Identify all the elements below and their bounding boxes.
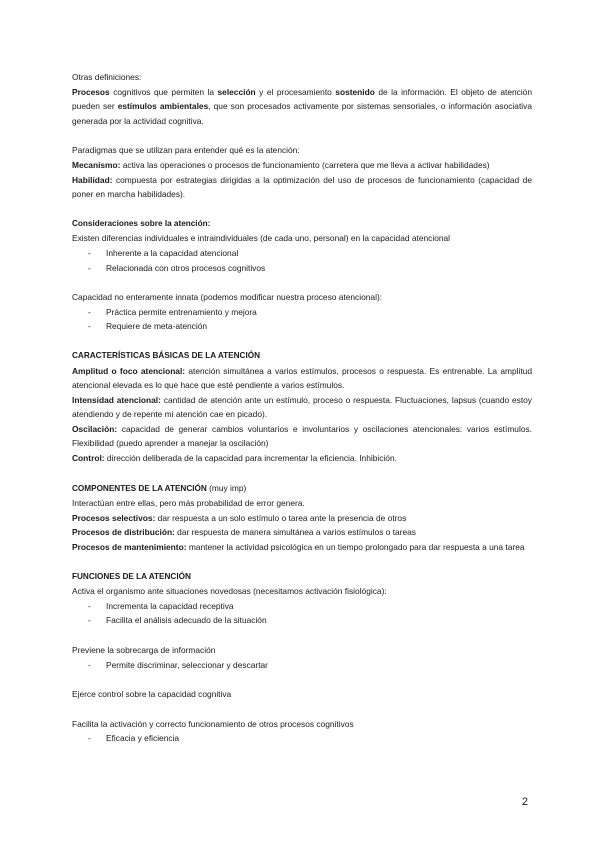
term-amplitud: Amplitud o foco atencional: <box>72 365 186 376</box>
term-procesos: Procesos <box>72 86 110 97</box>
intensidad-text: cantidad de atención ante un estímulo, proceso o respuesta. Fluctuaciones, lapsus (cuando estoy atendiendo y de repente mi atención cae en picado). <box>72 394 532 420</box>
consideraciones-list <box>72 246 532 275</box>
funcion-4: Facilita la activación y correcto funcionamiento de otros procesos cognitivos <box>72 718 354 729</box>
def-text-2: y el procesamiento <box>255 86 336 97</box>
mecanismo-paragraph <box>72 158 532 173</box>
term-estimulos: estímulos ambientales <box>117 101 209 112</box>
term-intensidad: Intensidad atencional: <box>72 394 161 405</box>
distribucion-paragraph <box>72 525 532 540</box>
funciones-heading: FUNCIONES DE LA ATENCIÓN <box>72 571 191 581</box>
page-number: 2 <box>521 796 528 808</box>
list-item: - Facilita el análisis adecuado de la situación <box>72 613 532 628</box>
document-body <box>72 70 532 746</box>
term-distribucion: Procesos de distribución: <box>72 527 175 538</box>
list-item: - Requiere de meta-atención <box>72 319 532 334</box>
control-text: dirección deliberada de la capacidad para incrementar la eficiencia. Inhibición. <box>104 453 397 464</box>
funcion-1-list <box>72 599 532 628</box>
habilidad-text: compuesta por estrategias dirigidas a la optimización del uso de procesos de funcionamiento (capacidad de poner en marcha habilidades). <box>72 174 532 200</box>
oscilacion-paragraph <box>72 422 532 451</box>
term-sostenido: sostenido <box>335 86 375 97</box>
term-oscilacion: Oscilación: <box>72 423 118 434</box>
intensidad-paragraph <box>72 393 532 422</box>
componentes-heading-line <box>72 481 532 497</box>
funcion-4-list <box>72 731 532 746</box>
funcion-2: Previene la sobrecarga de información <box>72 645 216 655</box>
term-seleccion: selección <box>217 86 256 97</box>
list-item: - Incrementa la capacidad receptiva <box>72 599 532 614</box>
def-text-3: de la información. El objeto de atención pueden ser <box>72 86 532 112</box>
def-text-4: , que son procesados activamente por sistemas sensoriales, o información asociativa generada por la actividad cognitiva. <box>72 101 532 126</box>
selectivos-text: dar respuesta a un solo estímulo o tarea ante la presencia de otros <box>155 512 407 523</box>
mantenimiento-paragraph <box>72 540 532 555</box>
capacidad-text: Capacidad no enteramente innata (podemos modificar nuestra proceso atencional): <box>72 292 383 303</box>
term-selectivos: Procesos selectivos: <box>72 512 156 523</box>
funcion-2-list <box>72 658 532 673</box>
componentes-note: (muy imp) <box>206 482 247 493</box>
amplitud-text: atención simultánea a varios estímulos, procesos o respuesta. Es entrenable. La amplitud atencional elevada es lo que hace que esté pendiente a varios estímulos. <box>72 365 532 391</box>
consideraciones-text: Existen diferencias individuales e intraindividuales (de cada uno, personal) en la capacidad atencional <box>72 233 451 244</box>
list-item: - Permite discriminar, seleccionar y descartar <box>72 658 532 673</box>
term-mecanismo: Mecanismo: <box>72 159 121 170</box>
list-item: - Inherente a la capacidad atencional <box>72 246 532 261</box>
def-text-1: cognitivos que permiten la <box>109 86 218 97</box>
mecanismo-text: activa las operaciones o procesos de funcionamiento (carretera que me lleva a activar habilidades) <box>120 159 490 170</box>
term-habilidad: Habilidad: <box>72 174 113 185</box>
paradigmas-intro: Paradigmas que se utilizan para entender qué es la atención: <box>72 145 300 156</box>
funcion-1: Activa el organismo ante situaciones novedosas (necesitamos activación fisiológica): <box>72 586 387 597</box>
distribucion-text: dar respuesta de manera simultánea a varios estímulos o tareas <box>174 527 416 538</box>
list-item: - Práctica permite entrenamiento y mejora <box>72 305 532 320</box>
caracteristicas-heading: CARACTERÍSTICAS BÁSICAS DE LA ATENCIÓN <box>72 350 261 360</box>
consideraciones-heading: Consideraciones sobre la atención: <box>72 218 211 228</box>
componentes-text: Interactúan entre ellas, pero más probabilidad de error genera. <box>72 498 305 509</box>
amplitud-paragraph <box>72 364 532 393</box>
list-item: - Eficacia y eficiencia <box>72 731 532 746</box>
habilidad-paragraph <box>72 173 532 202</box>
capacidad-list <box>72 305 532 334</box>
mantenimiento-text: mantener la actividad psicológica en un tiempo prolongado para dar respuesta a una tarea <box>186 542 525 553</box>
control-paragraph <box>72 451 532 466</box>
oscilacion-text: capacidad de generar cambios voluntarios e involuntarios y oscilaciones atencionales: varios estímulos. Flexibilidad (puedo aprender a manejar la oscilación) <box>72 423 532 449</box>
term-control: Control: <box>72 453 105 464</box>
intro-line: Otras definiciones: <box>72 72 142 82</box>
term-mantenimiento: Procesos de mantenimiento: <box>72 542 187 553</box>
funcion-3: Ejerce control sobre la capacidad cognitiva <box>72 689 232 700</box>
selectivos-paragraph <box>72 511 532 526</box>
componentes-heading: COMPONENTES DE LA ATENCIÓN <box>72 483 207 493</box>
list-item: - Relacionada con otros procesos cognitivos <box>72 261 532 276</box>
definition-paragraph <box>72 85 532 129</box>
